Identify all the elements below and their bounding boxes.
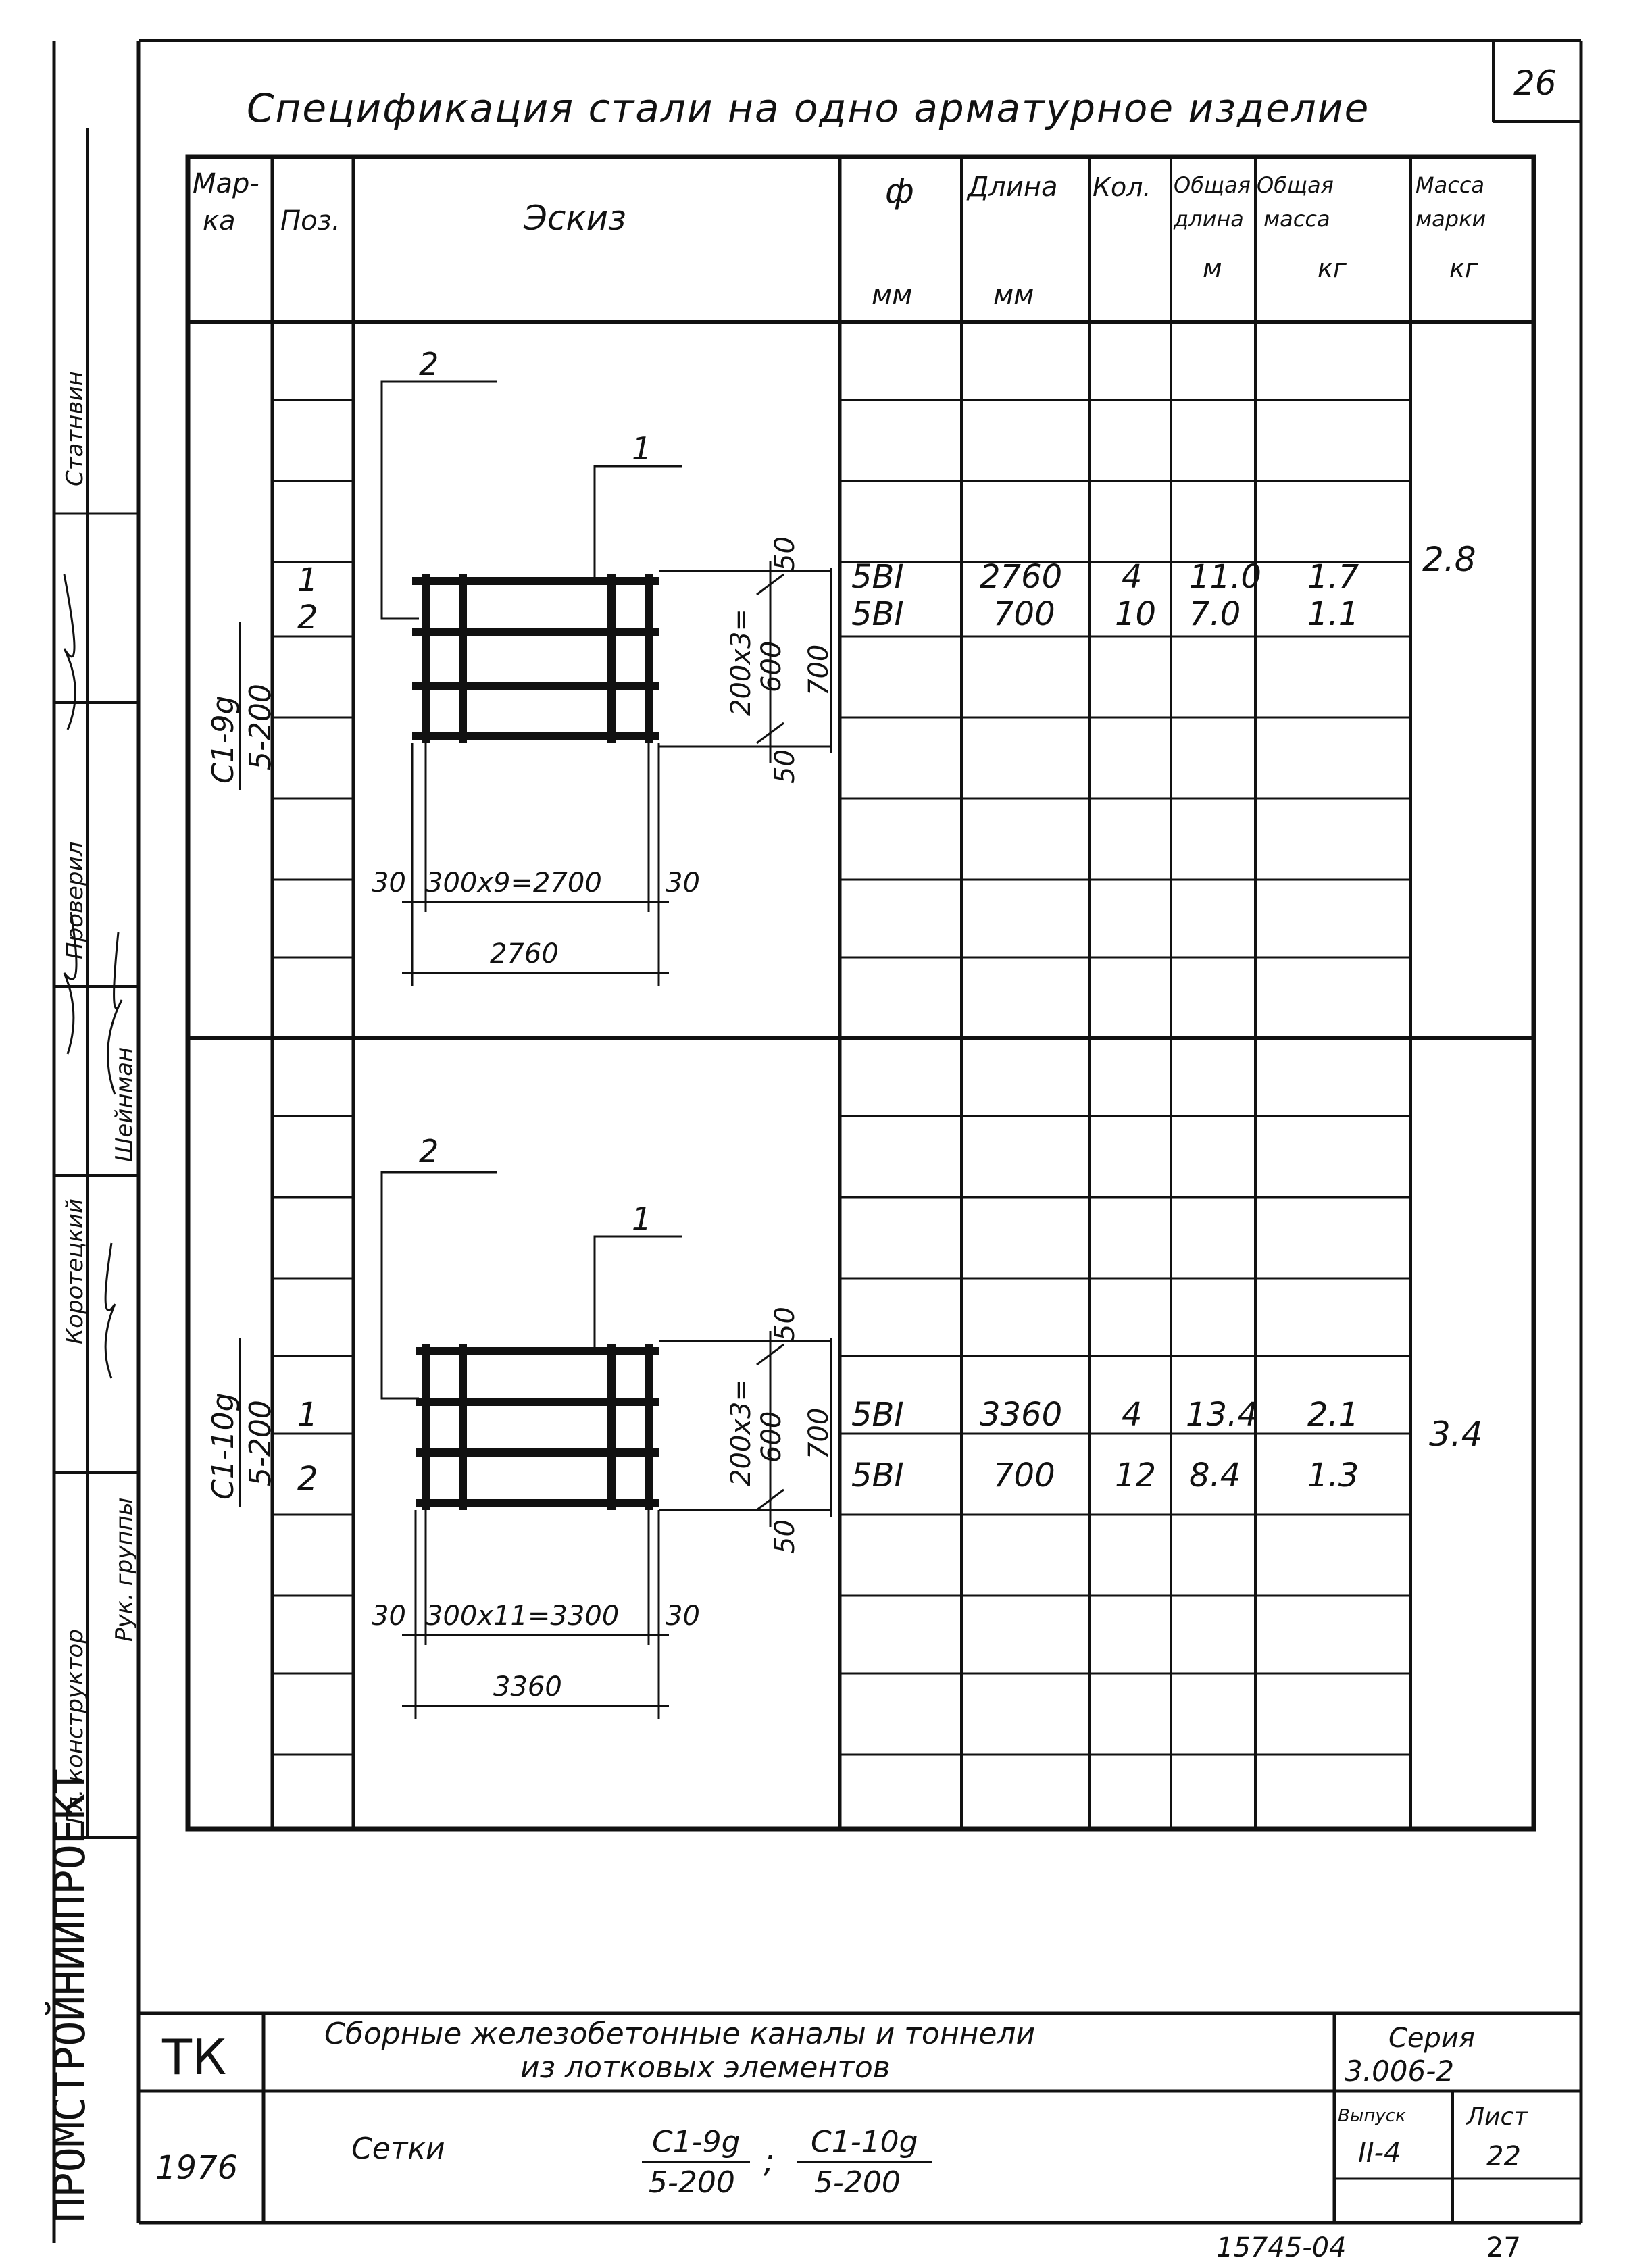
- mark-label-top: С1-10g: [206, 1392, 241, 1500]
- row-total-length: 11.0: [1189, 558, 1261, 596]
- side-org: ПРОМСТРОЙНИИПРОЕКТ: [45, 1769, 95, 2223]
- dim-mid-1: 200х3=: [726, 1379, 757, 1486]
- row-qty: 4: [1122, 1396, 1143, 1434]
- mark-mass: 3.4: [1429, 1415, 1483, 1454]
- group-1-mark: [206, 622, 278, 790]
- footer-page: 27: [1486, 2232, 1521, 2263]
- row-total-length: 8.4: [1189, 1457, 1241, 1494]
- row-length: 700: [993, 595, 1055, 633]
- mark-label-bottom: 5-200: [243, 684, 278, 770]
- col-dia-1: ф: [885, 172, 914, 211]
- side-role: Рук. группы: [111, 1497, 138, 1642]
- sketch-2-labels: [372, 1133, 834, 1703]
- dim-span: 300х11=3300: [426, 1601, 620, 1632]
- sketch-pos1: 1: [632, 1201, 652, 1237]
- year: 1976: [155, 2149, 239, 2187]
- row-length: 3360: [980, 1396, 1063, 1434]
- col-total-mass-2: масса: [1263, 206, 1330, 232]
- mark-label-top: С1-9g: [206, 695, 241, 784]
- series-value: 3.006-2: [1345, 2055, 1455, 2088]
- dim-total: 2760: [490, 938, 559, 969]
- side-role: Проверил: [61, 841, 89, 959]
- side-role: Статнвин: [61, 371, 89, 486]
- dim-bottom: 50: [770, 1519, 801, 1554]
- row-total-length: 7.0: [1189, 595, 1241, 633]
- group-2: [206, 1338, 1483, 1507]
- col-total-mass-1: Общая: [1257, 172, 1334, 198]
- issue-value: II-4: [1358, 2138, 1401, 2169]
- sketch-pos2: 2: [419, 346, 439, 382]
- footer-code: 15745-04: [1216, 2232, 1347, 2263]
- side-stamp-labels: [45, 371, 138, 2223]
- sketch-pos1: 1: [632, 430, 652, 467]
- col-length-1: Длина: [968, 172, 1058, 203]
- tb-frac1-bottom: 5-200: [649, 2165, 735, 2200]
- dim-top: 50: [770, 536, 801, 571]
- dim-mid-1: 200х3=: [726, 609, 757, 716]
- row-poz: 2: [297, 1460, 318, 1498]
- side-role: Коротецкий: [61, 1199, 89, 1344]
- col-marka-1: Мар-: [193, 168, 259, 199]
- row-total-mass: 1.3: [1307, 1457, 1359, 1494]
- row-total-mass: 2.1: [1307, 1396, 1359, 1434]
- row-total-mass: 1.1: [1307, 595, 1359, 633]
- side-role: Шейнман: [111, 1047, 138, 1162]
- row-poz: 1: [297, 561, 318, 599]
- tb-line2: из лотковых элементов: [520, 2050, 891, 2085]
- sketch-pos2: 2: [419, 1133, 439, 1169]
- col-poz: Поз.: [280, 205, 341, 236]
- row-poz: 1: [297, 1396, 318, 1434]
- dim-right: 30: [666, 867, 700, 899]
- col-total-length-1: Общая: [1174, 172, 1251, 198]
- row-dia: 5BI: [851, 558, 904, 596]
- dim-right: 30: [666, 1601, 700, 1632]
- col-dia-2: мм: [872, 280, 913, 311]
- dim-span: 300х9=2700: [426, 867, 602, 899]
- col-total-mass-3: кг: [1318, 253, 1347, 283]
- tb-separator: ;: [764, 2142, 775, 2180]
- tb-line1: Сборные железобетонные каналы и тоннели: [324, 2017, 1036, 2051]
- row-total-length: 13.4: [1186, 1396, 1258, 1434]
- col-eskiz: Эскиз: [524, 199, 626, 238]
- tb-frac2-bottom: 5-200: [814, 2165, 901, 2200]
- page-number: 26: [1513, 64, 1557, 103]
- mark-mass: 2.8: [1422, 540, 1476, 579]
- col-total-length-3: м: [1203, 253, 1222, 283]
- tb-frac1-top: С1-9g: [652, 2125, 741, 2159]
- org-code: ТК: [162, 2029, 227, 2086]
- dim-left: 30: [372, 1601, 406, 1632]
- mark-label-bottom: 5-200: [243, 1400, 278, 1486]
- series-label: Серия: [1388, 2023, 1475, 2054]
- row-qty: 4: [1122, 558, 1143, 596]
- sheet-label: Лист: [1466, 2103, 1528, 2131]
- dim-height: 700: [803, 1407, 834, 1459]
- sheet-frame: [54, 41, 1581, 2243]
- row-length: 2760: [980, 558, 1063, 596]
- dim-bottom: 50: [770, 749, 801, 784]
- dim-mid-2: 600: [756, 640, 787, 692]
- row-dia: 5BI: [851, 1396, 904, 1434]
- col-length-2: мм: [993, 280, 1034, 311]
- spec-table: [188, 157, 1534, 1829]
- tb-subject: Сетки: [351, 2132, 445, 2166]
- row-poz: 2: [297, 599, 318, 636]
- col-mark-mass-1: Масса: [1416, 172, 1485, 198]
- row-total-mass: 1.7: [1307, 558, 1359, 596]
- group-2-mark: [206, 1338, 278, 1507]
- row-dia: 5BI: [851, 595, 904, 633]
- row-qty: 12: [1115, 1457, 1157, 1494]
- row-length: 700: [993, 1457, 1055, 1494]
- row-qty: 10: [1115, 595, 1157, 633]
- col-mark-mass-2: марки: [1416, 206, 1486, 232]
- dim-left: 30: [372, 867, 406, 899]
- dim-top: 50: [770, 1307, 801, 1341]
- col-qty: Кол.: [1093, 172, 1151, 202]
- side-role: Гл. конструктор: [61, 1629, 89, 1824]
- dim-mid-2: 600: [756, 1411, 787, 1463]
- dim-total: 3360: [493, 1671, 562, 1703]
- tb-frac2-top: С1-10g: [811, 2125, 918, 2159]
- sheet-value: 22: [1486, 2141, 1521, 2172]
- sheet-title: Спецификация стали на одно арматурное изделие: [247, 85, 1370, 131]
- row-dia: 5BI: [851, 1457, 904, 1494]
- issue-label: Выпуск: [1338, 2106, 1406, 2126]
- title-block-text: [155, 2017, 1528, 2200]
- sketch-1-labels: [372, 346, 834, 969]
- col-marka-2: ка: [203, 205, 236, 236]
- dim-height: 700: [803, 644, 834, 696]
- col-total-length-2: длина: [1174, 206, 1244, 232]
- col-mark-mass-3: кг: [1449, 253, 1478, 283]
